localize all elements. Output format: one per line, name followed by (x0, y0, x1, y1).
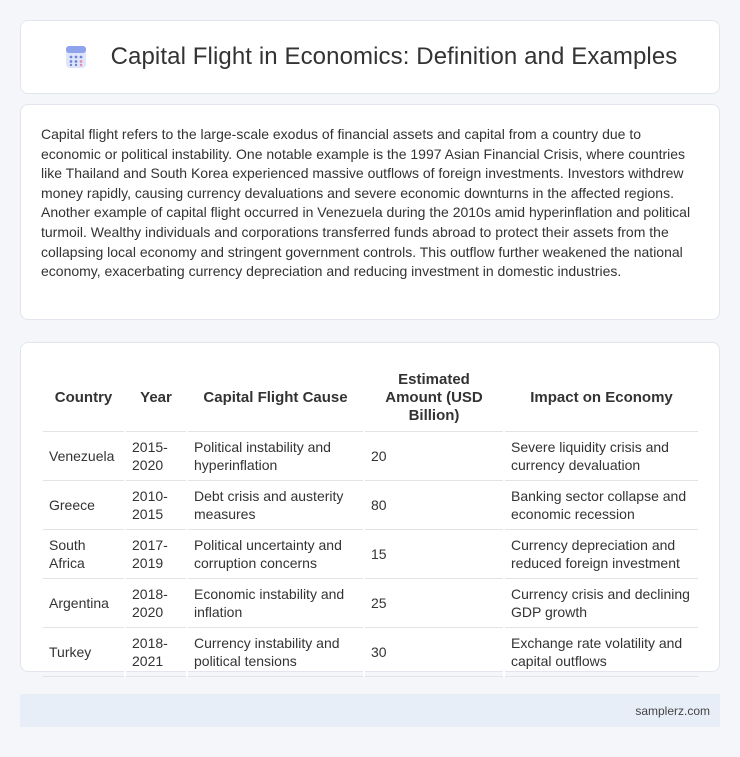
cell-amount: 20 (364, 432, 504, 481)
cell-cause: Political uncertainty and corruption concerns (187, 530, 364, 579)
column-header-impact: Impact on Economy (504, 365, 698, 432)
cell-cause: Economic instability and inflation (187, 579, 364, 628)
cell-cause: Currency instability and political tensions (187, 628, 364, 677)
cell-cause: Political instability and hyperinflation (187, 432, 364, 481)
cell-country: Greece (43, 481, 125, 530)
cell-amount: 25 (364, 579, 504, 628)
cell-country: Venezuela (43, 432, 125, 481)
table-row (43, 579, 698, 628)
cell-impact: Banking sector collapse and economic recession (504, 481, 698, 530)
cell-impact: Currency depreciation and reduced foreign investment (504, 530, 698, 579)
intro-paragraph: Capital flight refers to the large-scale exodus of financial assets and capital from a country due to economic or political instability. One notable example is the 1997 Asian Financial Crisis, where countries like Thailand and South Korea experienced massive outflows of foreign investments. Investors withdrew money rapidly, causing currency devaluations and severe economic downturns in the affected regions. Another example of capital flight occurred in Venezuela during the 2010s amid hyperinflation and political turmoil. Wealthy individuals and corporations transferred funds abroad to protect their assets from the collapsing local economy and stringent government controls. This outflow further weakened the national economy, exacerbating currency depreciation and reducing investment in domestic industries. (41, 126, 691, 280)
table-header-row (43, 365, 698, 432)
cell-cause: Debt crisis and austerity measures (187, 481, 364, 530)
cell-amount: 15 (364, 530, 504, 579)
table-row (43, 530, 698, 579)
cell-country: South Africa (43, 530, 125, 579)
table-card (20, 342, 720, 672)
header-card (20, 20, 720, 94)
cell-impact: Exchange rate volatility and capital outflows (504, 628, 698, 677)
footer-site-link[interactable]: samplerz.com (635, 703, 710, 718)
footer (20, 694, 720, 727)
cell-impact: Severe liquidity crisis and currency devaluation (504, 432, 698, 481)
cell-year: 2018-2020 (125, 579, 187, 628)
cell-year: 2017-2019 (125, 530, 187, 579)
column-header-amount: Estimated Amount (USD Billion) (364, 365, 504, 432)
cell-amount: 80 (364, 481, 504, 530)
cell-impact: Currency crisis and declining GDP growth (504, 579, 698, 628)
table-row (43, 432, 698, 481)
cell-country: Turkey (43, 628, 125, 677)
column-header-year: Year (125, 365, 187, 432)
cell-year: 2018-2021 (125, 628, 187, 677)
column-header-country: Country (43, 365, 125, 432)
column-header-cause: Capital Flight Cause (187, 365, 364, 432)
cell-country: Argentina (43, 579, 125, 628)
capital-flight-table (43, 365, 698, 677)
calculator-icon (63, 44, 89, 70)
cell-amount: 30 (364, 628, 504, 677)
table-row (43, 481, 698, 530)
cell-year: 2010-2015 (125, 481, 187, 530)
title-wrap (63, 43, 678, 71)
table-row (43, 628, 698, 677)
intro-card (20, 104, 720, 320)
page-title: Capital Flight in Economics: Definition and Examples (110, 43, 678, 70)
cell-year: 2015-2020 (125, 432, 187, 481)
